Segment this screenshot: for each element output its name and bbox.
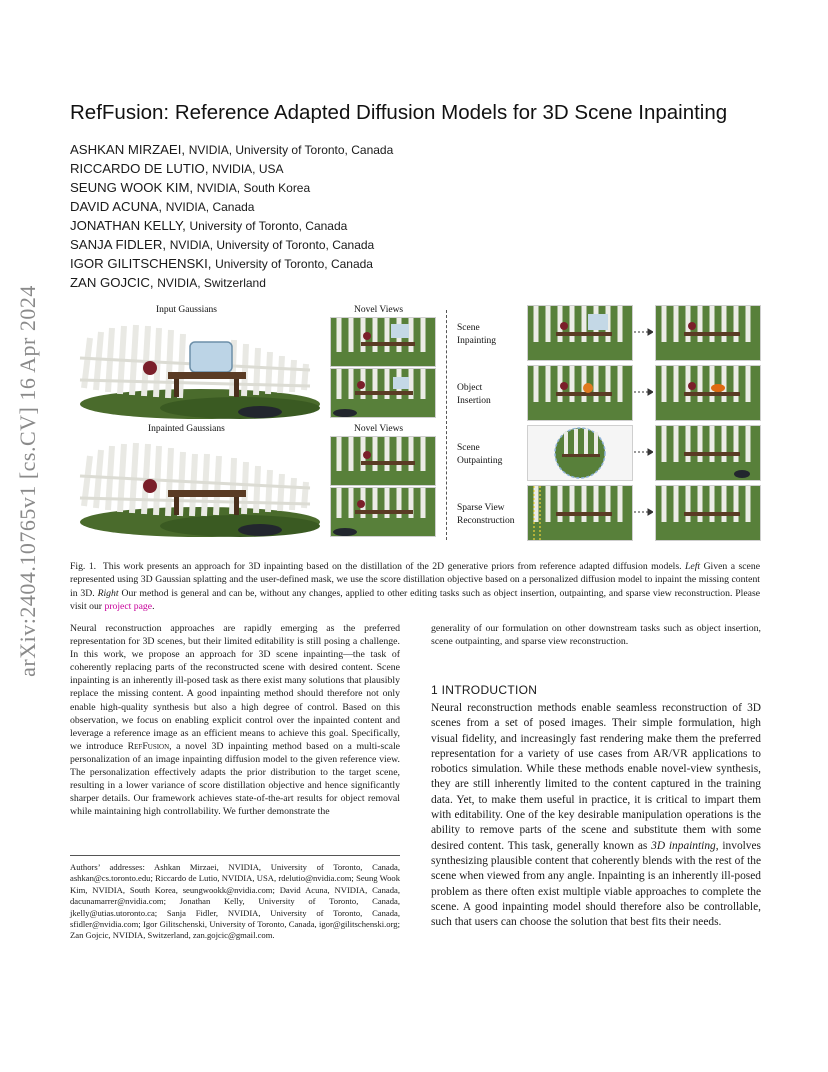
introduction-text [431, 701, 761, 930]
intro-text: Neural reconstruction methods enable seamless reconstruction of 3D scenes from a set of posed images. Their simple formulation, high visual fidelity, and increasingly fast rendering make them the preferred representation for a variety of use cases from AR/VR applications to robotics simulation. While these methods enable novel-view synthesis, they are still inherently limited to the content captured in the training data. Yet, to make them useful in practice, it is critical to impart them with editability. One of the key desirable manipulation operations is the ability to remove parts of the scene and substitute them with some desired content. This task, generally known as [431, 702, 761, 852]
abstract-text: , a novel 3D inpainting method based on a multi-scale personalization of an image inpainting diffusion model to the given reference view. The personalization effectively adapts the prior distribution to the target scene, resulting in a lower variance of score distillation objective and hence significantly sharper details. Our framework achieves state-of-the-art results for object removal while maintaining high controllability. We further demonstrate the [70, 740, 401, 818]
author-line [70, 180, 310, 195]
task-arrows [633, 310, 653, 540]
task-input-thumbnail [527, 365, 633, 421]
intro-emphasis: 3D inpainting [651, 839, 716, 852]
task-label-line: Sparse View [457, 503, 505, 513]
novel-view-thumbnail [330, 436, 436, 486]
task-label-line: Reconstruction [457, 516, 515, 526]
task-label-scene-outpainting [457, 442, 502, 468]
author-line [70, 142, 393, 157]
arxiv-identifier: arXiv:2404.10765v1 [cs.CV] 16 Apr 2024 [15, 285, 40, 677]
author-affiliation: NVIDIA, South Korea [196, 181, 311, 195]
novel-views-label: Novel Views [354, 305, 404, 315]
task-input-thumbnail [527, 485, 633, 541]
author-affiliation: NVIDIA, University of Toronto, Canada [188, 143, 394, 157]
author-name: SEUNG WOOK KIM, [70, 180, 194, 195]
task-output-thumbnail [655, 365, 761, 421]
caption-right: Right [97, 587, 119, 599]
author-affiliation: NVIDIA, USA [212, 162, 284, 176]
caption-end: . [152, 600, 155, 612]
footnote-rule [70, 855, 400, 856]
task-output-thumbnail [655, 425, 761, 481]
abstract [70, 622, 400, 818]
paper-title: RefFusion: Reference Adapted Diffusion Models for 3D Scene Inpainting [70, 101, 728, 124]
input-gaussians-image [70, 318, 325, 420]
task-label-line: Insertion [457, 396, 491, 406]
task-label-scene-inpainting [457, 322, 496, 348]
arrow-right-icon [648, 449, 653, 455]
caption-text: This work presents an approach for 3D inpainting based on the distillation of the 2D generative priors from reference adapted diffusion models. [102, 561, 682, 572]
author-name: DAVID ACUNA, [70, 199, 163, 214]
inpainted-gaussians-label: Inpainted Gaussians [148, 424, 225, 434]
authors-addresses-footnote: Authors’ addresses: Ashkan Mirzaei, NVIDIA, University of Toronto, Canada, ashkan@cs.toronto.edu; Riccardo de Lutio, NVIDIA, USA, rdelutio@nvidia.com; Seung Wook Kim, NVIDIA, South Korea, seungwookk@nvidia.com; David Acuna, NVIDIA, Canada, dacunamarrer@nvidia.com; Jonathan Kelly, University of Toronto, Canada, jkelly@utias.utoronto.ca; Sanja Fidler, NVIDIA, University of Toronto, Canada, sfidler@nvidia.com; Igor Gilitschenski, University of Toronto, Canada, igor@gilitschenski.org; Zan Gojcic, NVIDIA, Switzerland, zan.gojcic@gmail.com. [70, 862, 400, 941]
author-line [70, 256, 373, 271]
figure-divider [446, 310, 447, 540]
arrow-right-icon [648, 509, 653, 515]
task-label-line: Inpainting [457, 336, 497, 346]
task-input-thumbnail [527, 425, 633, 481]
task-label-line: Outpainting [457, 456, 503, 466]
caption-text: Given a scene represented using 3D Gaussian splatting and the user-defined mask, we use the score distillation objective based on a personalized diffusion model to inpaint the missing content in 3D. [70, 561, 760, 599]
task-label-line: Scene [457, 443, 480, 453]
arrow-right-icon [648, 389, 653, 395]
task-output-thumbnail [655, 305, 761, 361]
abstract-continuation: generality of our formulation on other downstream tasks such as object insertion, scene outpainting, and sparse view reconstruction. [431, 623, 761, 648]
author-name: ZAN GOJCIC, [70, 275, 154, 290]
task-input-thumbnail [527, 305, 633, 361]
author-line [70, 199, 254, 214]
method-name: RefFusion [127, 740, 170, 752]
author-line [70, 237, 374, 252]
intro-text: , involves synthesizing plausible content that coherently blends with the rest of the scene when viewed from any angle. Inpainting is an inherently ill-posed problem as there often exist multiple viable approaches to complete the scene. A good inpainting model should therefore also be controllable, such that users can choose the solution that best fits their needs. [431, 839, 761, 929]
task-label-sparse-view [457, 502, 515, 528]
author-name: JONATHAN KELLY, [70, 218, 186, 233]
figure-caption [70, 560, 760, 613]
abstract-text: Neural reconstruction approaches are rapidly emerging as the preferred representation for 3D scenes, but their limited editability is still posing a challenge. In this work, we propose an approach for 3D scene inpainting—the task of coherently replacing parts of the reconstructed scene with desired content. Scene inpainting is an inherently ill-posed task as there exist many solutions that plausibly replace the missing content. A good inpainting method should therefore not only enable high-quality synthesis but also a high degree of control. Based on this observation, we focus on enabling explicit control over the inpainted content and leverage a reference image as an efficient means to achieve this goal. Specifically, we introduce [70, 623, 400, 752]
author-affiliation: University of Toronto, Canada [189, 219, 348, 233]
author-affiliation: University of Toronto, Canada [215, 257, 373, 271]
task-label-line: Scene [457, 323, 480, 333]
novel-view-thumbnail [330, 368, 436, 418]
author-affiliation: NVIDIA, University of Toronto, Canada [169, 238, 375, 252]
author-line [70, 161, 284, 176]
caption-label: Fig. 1. [70, 561, 97, 572]
task-output-thumbnail [655, 485, 761, 541]
task-label-object-insertion [457, 382, 491, 408]
author-line [70, 275, 266, 290]
inpainted-gaussians-image [70, 436, 325, 538]
author-name: IGOR GILITSCHENSKI, [70, 256, 212, 271]
author-name: ASHKAN MIRZAEI, [70, 142, 186, 157]
arrow-right-icon [648, 329, 653, 335]
input-gaussians-label: Input Gaussians [156, 305, 217, 315]
author-affiliation: NVIDIA, Switzerland [157, 276, 266, 290]
novel-view-thumbnail [330, 487, 436, 537]
novel-view-thumbnail [330, 317, 436, 367]
author-affiliation: NVIDIA, Canada [165, 200, 255, 214]
novel-views-label: Novel Views [354, 424, 404, 434]
author-name: SANJA FIDLER, [70, 237, 167, 252]
project-page-link[interactable]: project page [104, 600, 153, 612]
caption-left: Left [685, 561, 701, 572]
author-line [70, 218, 347, 233]
caption-text: Our method is general and can be, without any changes, applied to other editing tasks such as object insertion, outpainting, and sparse view reconstruction. Please visit our [70, 587, 761, 612]
author-name: RICCARDO DE LUTIO, [70, 161, 209, 176]
section-heading: 1 INTRODUCTION [431, 683, 538, 697]
task-label-line: Object [457, 383, 483, 393]
